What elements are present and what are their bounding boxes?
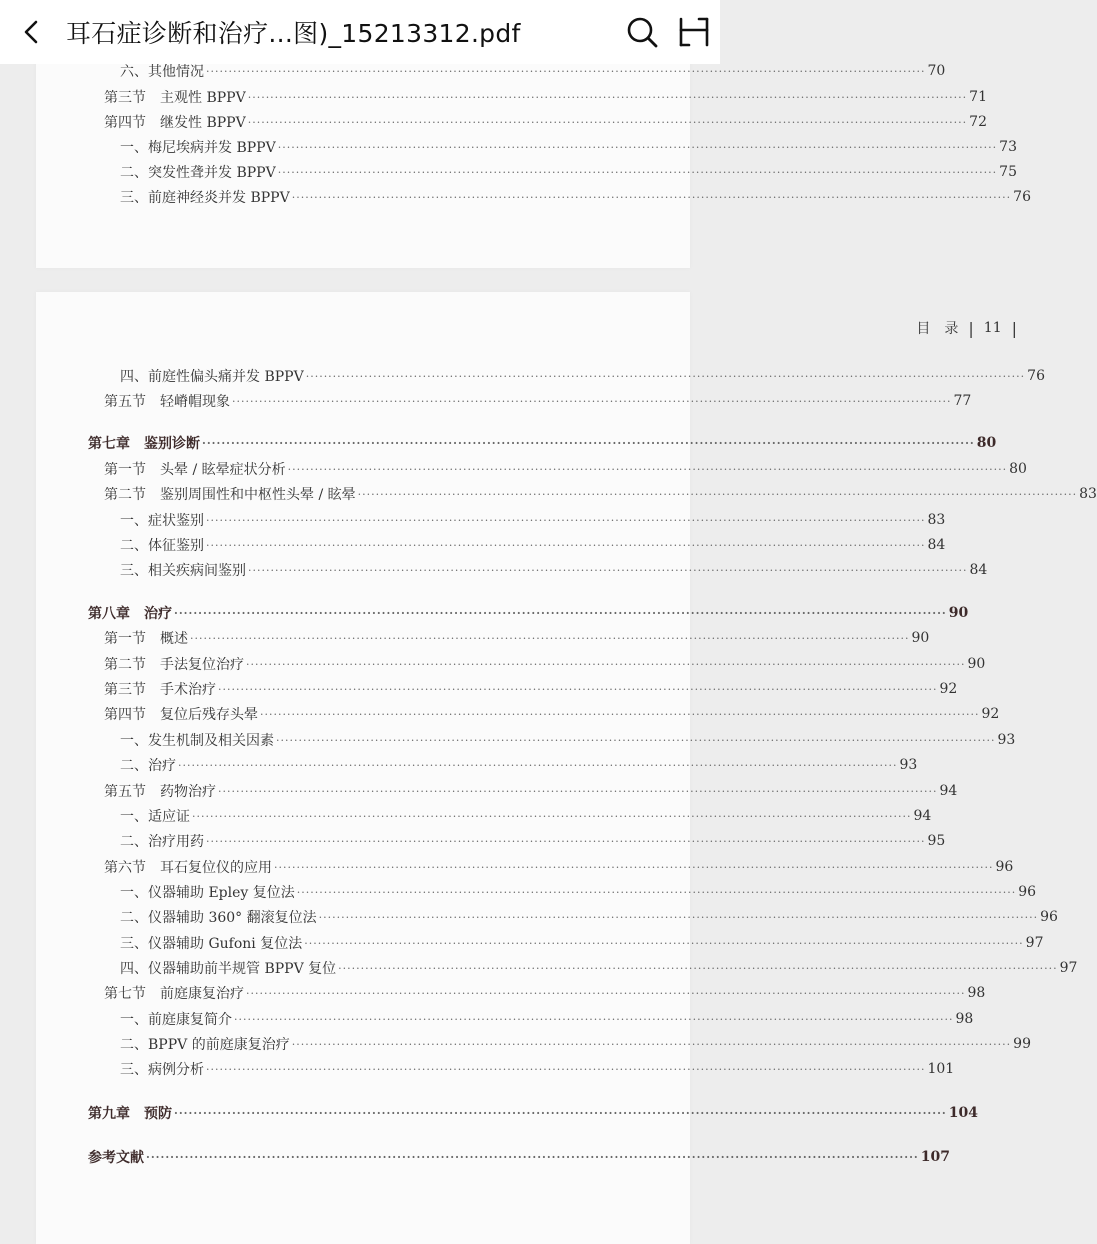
toc-entry-page: 92 bbox=[939, 681, 958, 697]
toc-leader-dots: ································································································································································ bbox=[178, 758, 898, 772]
page-header-label: 目 录 bbox=[916, 321, 959, 337]
toc-leader-dots: ································································································································································ bbox=[206, 513, 926, 527]
page-header bbox=[916, 318, 1017, 338]
toc-entry[interactable] bbox=[104, 678, 958, 700]
toc-entry-title: 二、BPPV 的前庭康复治疗 bbox=[120, 1037, 290, 1053]
toc-leader-dots: ································································································································································ bbox=[291, 190, 1012, 204]
toc-leader-dots: ································································································································································ bbox=[206, 64, 926, 78]
toc-entry[interactable] bbox=[104, 856, 1014, 878]
toc-leader-dots: ································································································································································ bbox=[296, 885, 1017, 899]
toc-entry[interactable] bbox=[104, 390, 972, 412]
toc-entry-page: 90 bbox=[967, 656, 986, 672]
toc-entry-page: 98 bbox=[967, 985, 986, 1001]
toc-leader-dots: ································································································································································ bbox=[247, 90, 968, 104]
toc-entry-page: 77 bbox=[953, 393, 972, 409]
toc-entry[interactable] bbox=[104, 458, 1027, 480]
toc-entry-title: 第七章 鉴别诊断 bbox=[88, 436, 200, 452]
toc-entry[interactable] bbox=[120, 186, 1031, 208]
toc-entry-title: 三、病例分析 bbox=[120, 1062, 204, 1078]
toc-entry[interactable] bbox=[120, 830, 946, 852]
page-number: 11 bbox=[983, 320, 1002, 336]
toc-entry-title: 第一节 概述 bbox=[104, 631, 188, 647]
toc-entry-page: 73 bbox=[999, 139, 1017, 155]
toc-entry-page: 83 bbox=[1079, 486, 1097, 502]
toc-entry-title: 第八章 治疗 bbox=[88, 606, 172, 622]
toc-leader-dots: ································································································································································ bbox=[291, 1037, 1012, 1051]
toc-entry-title: 一、适应证 bbox=[120, 809, 190, 825]
toc-entry[interactable] bbox=[104, 111, 987, 133]
toc-entry-title: 第一节 头晕 / 眩晕症状分析 bbox=[104, 462, 286, 478]
toc-entry[interactable] bbox=[104, 483, 1097, 505]
toc-leader-dots: ································································································································································ bbox=[234, 1012, 954, 1026]
toc-leader-dots: ································································································································································ bbox=[218, 784, 938, 798]
toc-entry-page: 95 bbox=[927, 833, 946, 849]
toc-entry-page: 80 bbox=[1009, 461, 1027, 477]
toc-leader-dots: ································································································································································ bbox=[277, 140, 998, 154]
toc-leader-dots: ································································································································································ bbox=[232, 394, 952, 408]
toc-entry[interactable] bbox=[120, 729, 1016, 751]
toc-leader-dots: ································································································································································ bbox=[190, 631, 910, 645]
toc-entry-page: 97 bbox=[1059, 960, 1078, 976]
toc-leader-dots: ································································································································································ bbox=[146, 1150, 919, 1164]
toc-entry-title: 第四节 继发性 BPPV bbox=[104, 115, 246, 131]
toc-entry[interactable] bbox=[120, 136, 1017, 158]
toc-entry-page: 90 bbox=[911, 630, 930, 646]
toc-entry-page: 70 bbox=[927, 63, 946, 79]
toc-entry[interactable] bbox=[104, 780, 958, 802]
toc-entry-title: 一、发生机制及相关因素 bbox=[120, 733, 274, 749]
toc-entry-title: 二、突发性聋并发 BPPV bbox=[120, 165, 276, 181]
toc-entry-page: 104 bbox=[948, 1105, 978, 1121]
toc-entry-title: 一、梅尼埃病并发 BPPV bbox=[120, 140, 276, 156]
toc-entry[interactable] bbox=[120, 534, 946, 556]
toc-entry-title: 第四节 复位后残存头晕 bbox=[104, 707, 258, 723]
toc-entry-title: 四、仪器辅助前半规管 BPPV 复位 bbox=[120, 961, 337, 977]
toc-entry[interactable] bbox=[120, 906, 1058, 928]
outline-button[interactable] bbox=[668, 0, 720, 64]
toc-leader-dots: ································································································································································ bbox=[260, 707, 980, 721]
toc-leader-dots: ································································································································································ bbox=[174, 606, 947, 620]
header-divider: | bbox=[1011, 318, 1017, 338]
toc-leader-dots: ································································································································································ bbox=[304, 936, 1024, 950]
toc-entry[interactable] bbox=[120, 559, 988, 581]
toc-leader-dots: ································································································································································ bbox=[357, 487, 1078, 501]
toc-entry-page: 96 bbox=[1040, 909, 1058, 925]
toc-entry-title: 第三节 主观性 BPPV bbox=[104, 90, 246, 106]
toc-leader-dots: ································································································································································ bbox=[174, 1106, 947, 1120]
toc-entry-page: 94 bbox=[913, 808, 932, 824]
toc-entry-title: 二、治疗 bbox=[120, 758, 176, 774]
toc-leader-dots: ································································································································································ bbox=[247, 115, 968, 129]
toc-entry-page: 98 bbox=[955, 1011, 974, 1027]
toc-entry-page: 93 bbox=[997, 732, 1016, 748]
toc-entry[interactable] bbox=[104, 703, 1000, 725]
toc-entry[interactable] bbox=[104, 982, 986, 1004]
toc-entry-page: 99 bbox=[1013, 1036, 1031, 1052]
toc-leader-dots: ································································································································································ bbox=[318, 910, 1039, 924]
toc-entry-title: 一、仪器辅助 Epley 复位法 bbox=[120, 885, 295, 901]
toc-leader-dots: ································································································································································ bbox=[202, 436, 975, 450]
toc-entry-page: 96 bbox=[995, 859, 1014, 875]
toc-leader-dots: ································································································································································ bbox=[206, 834, 926, 848]
toc-entry-title: 三、仪器辅助 Gufoni 复位法 bbox=[120, 936, 303, 952]
toc-entry-page: 101 bbox=[927, 1061, 955, 1077]
toc-entry-title: 三、相关疾病间鉴别 bbox=[120, 563, 246, 579]
toc-leader-dots: ································································································································································ bbox=[206, 538, 926, 552]
toc-entry-page: 92 bbox=[981, 706, 1000, 722]
toc-entry-title: 第六节 耳石复位仪的应用 bbox=[104, 860, 272, 876]
toc-entry[interactable] bbox=[120, 509, 946, 531]
toc-leader-dots: ································································································································································ bbox=[274, 860, 994, 874]
toc-entry[interactable] bbox=[104, 86, 987, 108]
toc-entry-title: 第五节 药物治疗 bbox=[104, 784, 216, 800]
toc-chapter[interactable] bbox=[88, 1102, 978, 1124]
toc-leader-dots: ································································································································································ bbox=[218, 682, 938, 696]
top-bar bbox=[0, 0, 720, 64]
toc-leader-dots: ································································································································································ bbox=[246, 986, 966, 1000]
outline-icon bbox=[677, 15, 711, 49]
toc-entry[interactable] bbox=[104, 653, 986, 675]
toc-leader-dots: ································································································································································ bbox=[287, 462, 1008, 476]
toc-entry-title: 第三节 手术治疗 bbox=[104, 682, 216, 698]
search-icon bbox=[625, 15, 659, 49]
toc-leader-dots: ································································································································································ bbox=[246, 657, 966, 671]
toc-entry-title: 第二节 手法复位治疗 bbox=[104, 657, 244, 673]
toc-entry-title: 第七节 前庭康复治疗 bbox=[104, 986, 244, 1002]
toc-entry-title: 四、前庭性偏头痛并发 BPPV bbox=[120, 369, 304, 385]
toc-entry-title: 一、症状鉴别 bbox=[120, 513, 204, 529]
toc-entry-title: 第九章 预防 bbox=[88, 1106, 172, 1122]
toc-entry-page: 93 bbox=[899, 757, 918, 773]
toc-leader-dots: ································································································································································ bbox=[277, 165, 998, 179]
toc-entry[interactable] bbox=[120, 881, 1037, 903]
toc-leader-dots: ································································································································································ bbox=[305, 369, 1026, 383]
toc-entry[interactable] bbox=[120, 1033, 1031, 1055]
toc-entry[interactable] bbox=[120, 754, 918, 776]
toc-entry-page: 83 bbox=[927, 512, 946, 528]
chevron-left-icon bbox=[19, 19, 45, 45]
toc-entry-title: 二、仪器辅助 360° 翻滚复位法 bbox=[120, 910, 317, 926]
header-divider: | bbox=[968, 318, 974, 338]
toc-entry[interactable] bbox=[120, 957, 1078, 979]
toc-entry-page: 84 bbox=[969, 562, 988, 578]
toc-entry-page: 75 bbox=[999, 164, 1017, 180]
toc-leader-dots: ································································································································································ bbox=[276, 733, 996, 747]
search-button[interactable] bbox=[616, 0, 668, 64]
toc-leader-dots: ································································································································································ bbox=[338, 961, 1058, 975]
back-button[interactable] bbox=[0, 0, 64, 64]
toc-leader-dots: ································································································································································ bbox=[206, 1062, 926, 1076]
toc-entry-title: 二、体征鉴别 bbox=[120, 538, 204, 554]
toc-entry-page: 84 bbox=[927, 537, 946, 553]
document-title: 耳石症诊断和治疗...图)_15213312.pdf bbox=[66, 19, 521, 48]
toc-entry-title: 六、其他情况 bbox=[120, 64, 204, 80]
toc-entry[interactable] bbox=[120, 805, 932, 827]
toc-entry-title: 第五节 轻嵴帽现象 bbox=[104, 394, 230, 410]
toc-entry[interactable] bbox=[104, 627, 930, 649]
toc-leader-dots: ································································································································································ bbox=[192, 809, 912, 823]
toc-entry-title: 二、治疗用药 bbox=[120, 834, 204, 850]
toc-chapter[interactable] bbox=[88, 602, 969, 624]
toc-entry-page: 71 bbox=[969, 89, 987, 105]
toc-entry-page: 80 bbox=[976, 435, 997, 451]
toc-entry-page: 90 bbox=[948, 605, 969, 621]
toc-entry-page: 94 bbox=[939, 783, 958, 799]
toc-entry[interactable] bbox=[120, 1058, 955, 1080]
toc-chapter[interactable] bbox=[88, 1146, 950, 1168]
toc-entry-title: 三、前庭神经炎并发 BPPV bbox=[120, 190, 290, 206]
toc-entry-title: 一、前庭康复简介 bbox=[120, 1012, 232, 1028]
toc-entry[interactable] bbox=[120, 1008, 974, 1030]
toc-entry-page: 107 bbox=[920, 1149, 950, 1165]
toc-entry[interactable] bbox=[120, 161, 1017, 183]
toc-entry-page: 97 bbox=[1025, 935, 1044, 951]
toc-chapter[interactable] bbox=[88, 432, 997, 454]
toc-entry-page: 76 bbox=[1027, 368, 1045, 384]
toc-entry-page: 96 bbox=[1018, 884, 1037, 900]
toc-entry-title: 第二节 鉴别周围性和中枢性头晕 / 眩晕 bbox=[104, 487, 356, 503]
toc-entry-title: 参考文献 bbox=[88, 1150, 144, 1166]
toc-leader-dots: ································································································································································ bbox=[248, 563, 968, 577]
toc-entry[interactable] bbox=[120, 365, 1045, 387]
toc-entry-page: 72 bbox=[969, 114, 987, 130]
toc-entry[interactable] bbox=[120, 932, 1044, 954]
toc-entry-page: 76 bbox=[1013, 189, 1031, 205]
